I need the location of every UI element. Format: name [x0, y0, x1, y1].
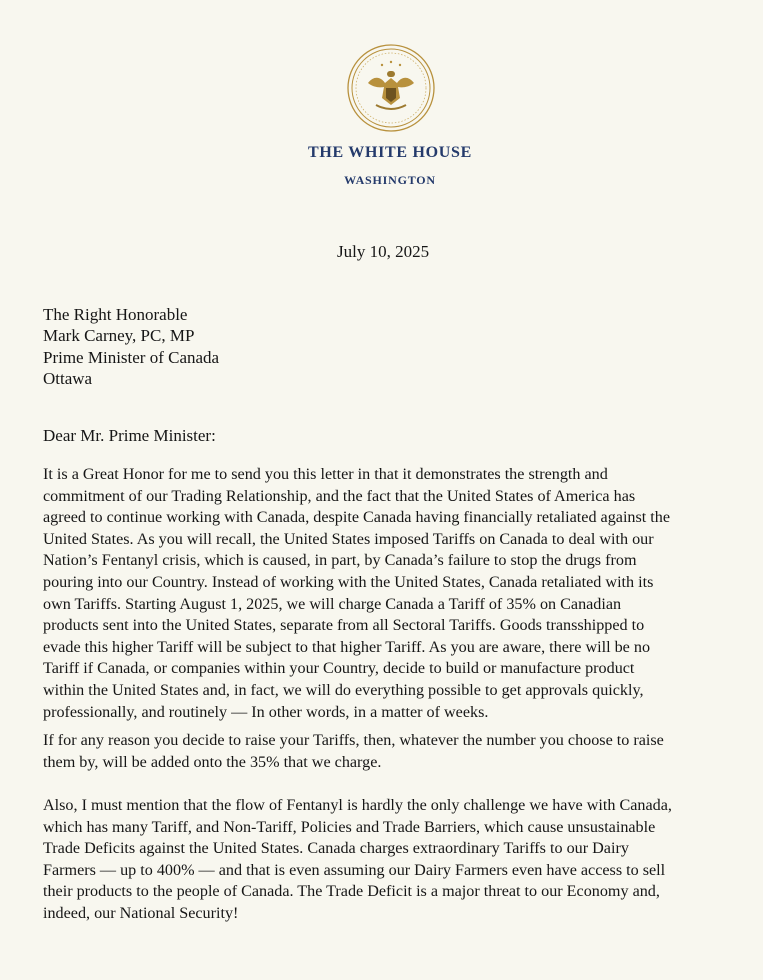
paragraph-line: pouring into our Country. Instead of working with the United States, Canada retaliated with its	[43, 573, 654, 591]
recipient-line: Mark Carney, PC, MP	[43, 326, 195, 346]
paragraph-line: indeed, our National Security!	[43, 904, 239, 922]
paragraph-line: own Tariffs. Starting August 1, 2025, we will charge Canada a Tariff of 35% on Canadian	[43, 595, 622, 613]
paragraph-line: within the United States and, in fact, we will do everything possible to get approvals quickly,	[43, 681, 644, 699]
presidential-seal-icon	[346, 43, 436, 133]
paragraph-line: professionally, and routinely — In other words, in a matter of weeks.	[43, 703, 489, 721]
paragraph-line: United States. As you will recall, the United States imposed Tariffs on Canada to deal with our	[43, 530, 654, 548]
letter-date: July 10, 2025	[337, 242, 430, 261]
paragraph-line: their products to the people of Canada. The Trade Deficit is a major threat to our Economy and,	[43, 883, 660, 901]
salutation: Dear Mr. Prime Minister:	[43, 426, 216, 445]
paragraph-line: agreed to continue working with Canada, despite Canada having financially retaliated against the	[43, 509, 671, 527]
letterhead-title: THE WHITE HOUSE	[307, 144, 473, 161]
recipient-line: The Right Honorable	[43, 305, 188, 324]
recipient-line: Prime Minister of Canada	[43, 347, 220, 367]
recipient-line: Ottawa	[43, 368, 93, 388]
paragraph-line: them by, will be added onto the 35% that we charge.	[43, 753, 382, 771]
paragraph-line: Tariff if Canada, or companies within your Country, decide to build or manufacture product	[43, 660, 635, 678]
letterhead-subtitle: WASHINGTON	[344, 173, 436, 187]
paragraph-line: Farmers — up to 400% — and that is even assuming our Dairy Farmers even have access to sell	[43, 861, 666, 879]
paragraph-line: If for any reason you decide to raise your Tariffs, then, whatever the number you choose to raise	[43, 732, 664, 749]
paragraph-line: which has many Tariff, and Non-Tariff, Policies and Trade Barriers, which cause unsustainable	[43, 818, 656, 836]
paragraph-line: Trade Deficits against the United States. Canada charges extraordinary Tariffs to our Dairy	[43, 840, 629, 858]
paragraph-line: products sent into the United States, separate from all Sectoral Tariffs. Goods transshipped to	[43, 617, 645, 635]
paragraph-1	[43, 464, 733, 723]
recipient-address	[43, 304, 219, 389]
paragraph-line: evade this higher Tariff will be subject to that higher Tariff. As you are aware, there will be no	[43, 638, 651, 656]
paragraph-line: It is a Great Honor for me to send you this letter in that it demonstrates the strength and	[43, 466, 608, 483]
paragraph-line: Nation’s Fentanyl crisis, which is caused, in part, by Canada’s failure to stop the drugs from	[43, 552, 637, 570]
paragraph-line: commitment of our Trading Relationship, and the fact that the United States of America has	[43, 487, 636, 505]
paragraph-2	[43, 730, 733, 773]
paragraph-3	[43, 795, 733, 925]
paragraph-line: Also, I must mention that the flow of Fentanyl is hardly the only challenge we have with Canada,	[43, 797, 672, 814]
